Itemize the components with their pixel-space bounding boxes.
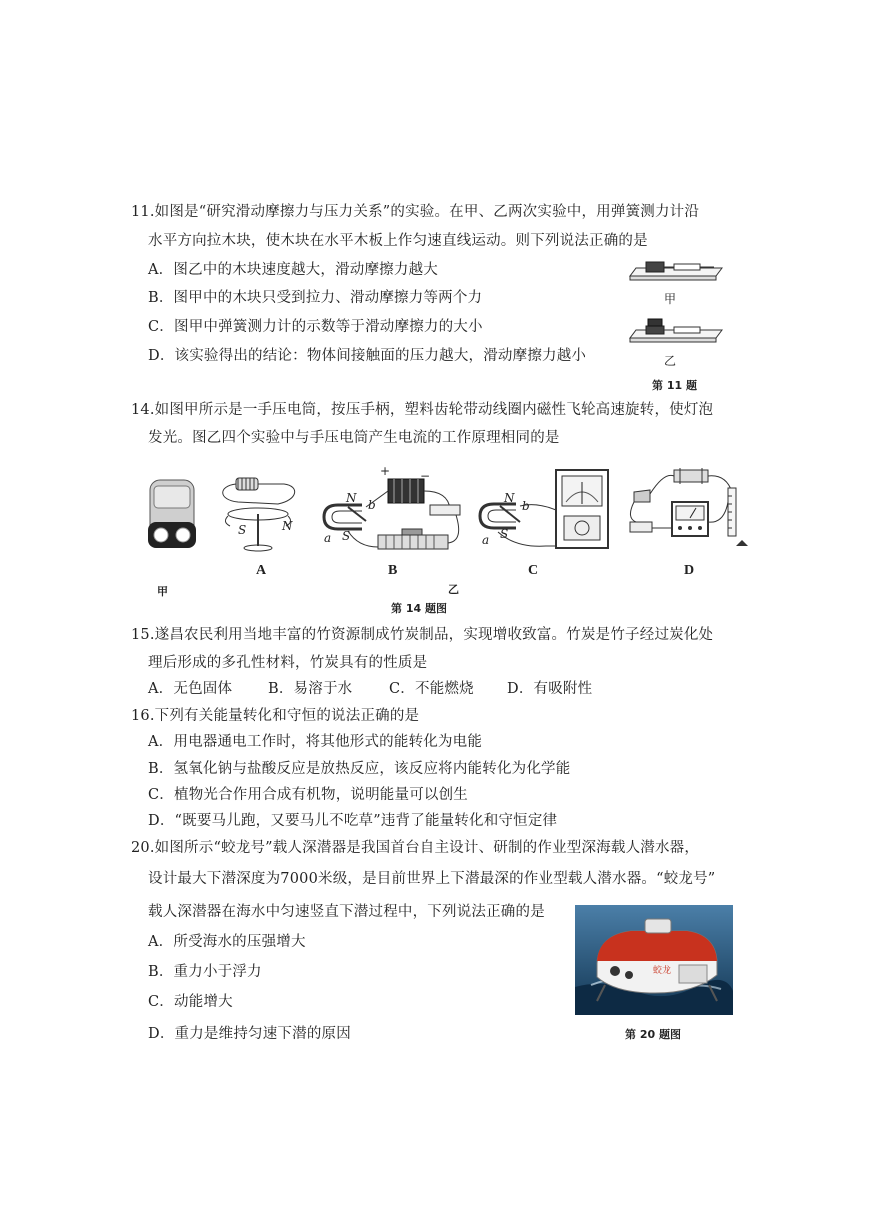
q15-stem-line1: 15.遂昌农民利用当地丰富的竹资源制成竹炭制品，实现增收致富。竹炭是竹子经过炭化处 [131, 627, 714, 643]
q11-stem-line1: 11.如图是“研究滑动摩擦力与压力关系”的实验。在甲、乙两次实验中，用弹簧测力计沿 [131, 204, 700, 220]
q20-option-a: A．所受海水的压强增大 [148, 934, 306, 950]
q16-stem: 16.下列有关能量转化和守恒的说法正确的是 [131, 708, 420, 724]
q14-stem-line2: 发光。图乙四个实验中与手压电筒产生电流的工作原理相同的是 [148, 430, 560, 446]
q14-stem-line1: 14.如图甲所示是一手压电筒，按压手柄，塑料齿轮带动线圈内磁性飞轮高速旋转，使灯泡 [131, 402, 714, 418]
q16-option-c: C．植物光合作用合成有机物，说明能量可以创生 [148, 787, 468, 803]
q20-submersible-photo [575, 905, 733, 1015]
q14-flashlight-figure [142, 476, 202, 556]
q14-label-c: C [528, 563, 539, 578]
q14-label-b: B [388, 563, 398, 578]
q20-stem-line1: 20.如图所示“蛟龙号”载人深潜器是我国首台自主设计、研制的作业型深海载人潜水器， [131, 840, 700, 856]
q11-option-d: D．该实验得出的结论：物体间接触面的压力越大，滑动摩擦力越小 [148, 348, 587, 364]
q14-a-letter-s: S [238, 523, 247, 537]
q15-option-d: D．有吸附性 [507, 681, 593, 697]
q20-stem-line3: 载人深潜器在海水中匀速竖直下潜过程中，下列说法正确的是 [148, 904, 545, 920]
q14-figure-c [476, 466, 616, 558]
q16-option-d: D．“既要马儿跑，又要马儿不吃草”违背了能量转化和守恒定律 [148, 813, 558, 829]
q20-option-b: B．重力小于浮力 [148, 964, 262, 980]
q14-label-d: D [684, 563, 695, 578]
q20-option-c: C．动能增大 [148, 994, 233, 1010]
q11-label-yi: 乙 [664, 354, 677, 368]
q11-caption: 第 11 题 [652, 379, 697, 392]
q15-stem-line2: 理后形成的多孔性材料，竹炭具有的性质是 [148, 655, 428, 671]
q20-option-d: D．重力是维持匀速下潜的原因 [148, 1026, 351, 1042]
q15-option-b: B．易溶于水 [268, 681, 353, 697]
q11-figure-jia [624, 256, 724, 286]
q14-b-minus: − [420, 469, 431, 483]
q14-label-a: A [256, 563, 267, 578]
q20-stem-line2: 设计最大下潜深度为7000米级，是目前世界上下潜最深的作业型载人潜水器。“蛟龙号” [148, 871, 716, 887]
q14-a-letter-n: N [282, 519, 293, 533]
q14-c-letter-n: N [504, 491, 515, 505]
q14-c-letter-a: a [482, 533, 490, 547]
q14-figure-d [624, 462, 752, 558]
q14-caption: 第 14 题图 [391, 602, 447, 615]
q15-option-c: C．不能燃烧 [389, 681, 474, 697]
q11-label-jia: 甲 [664, 292, 677, 306]
q20-submersible-text: 蛟龙 [653, 966, 672, 976]
q14-b-letter-n: N [346, 491, 357, 505]
q11-option-a: A．图乙中的木块速度越大，滑动摩擦力越大 [148, 262, 438, 278]
q11-stem-line2: 水平方向拉木块，使木块在水平木板上作匀速直线运动。则下列说法正确的是 [148, 233, 648, 249]
q14-label-jia: 甲 [157, 585, 168, 598]
q14-b-letter-b: b [368, 498, 376, 512]
q16-option-b: B．氢氧化钠与盐酸反应是放热反应，该反应将内能转化为化学能 [148, 761, 571, 777]
q14-c-letter-b: b [522, 499, 530, 513]
q14-b-plus: + [380, 464, 391, 478]
q14-label-yi: 乙 [448, 583, 459, 596]
q11-figure-yi [624, 318, 724, 348]
q11-option-c: C．图甲中弹簧测力计的示数等于滑动摩擦力的大小 [148, 319, 483, 335]
q11-option-b: B．图甲中的木块只受到拉力、滑动摩擦力等两个力 [148, 290, 483, 306]
q16-option-a: A．用电器通电工作时，将其他形式的能转化为电能 [148, 734, 483, 750]
q14-figure-b [318, 465, 470, 557]
q14-b-letter-a: a [324, 531, 332, 545]
q20-caption: 第 20 题图 [625, 1028, 681, 1041]
q15-option-a: A．无色固体 [148, 681, 233, 697]
q14-b-letter-s: S [342, 529, 351, 543]
q14-c-letter-s: S [500, 527, 509, 541]
q14-figure-a [208, 470, 308, 560]
